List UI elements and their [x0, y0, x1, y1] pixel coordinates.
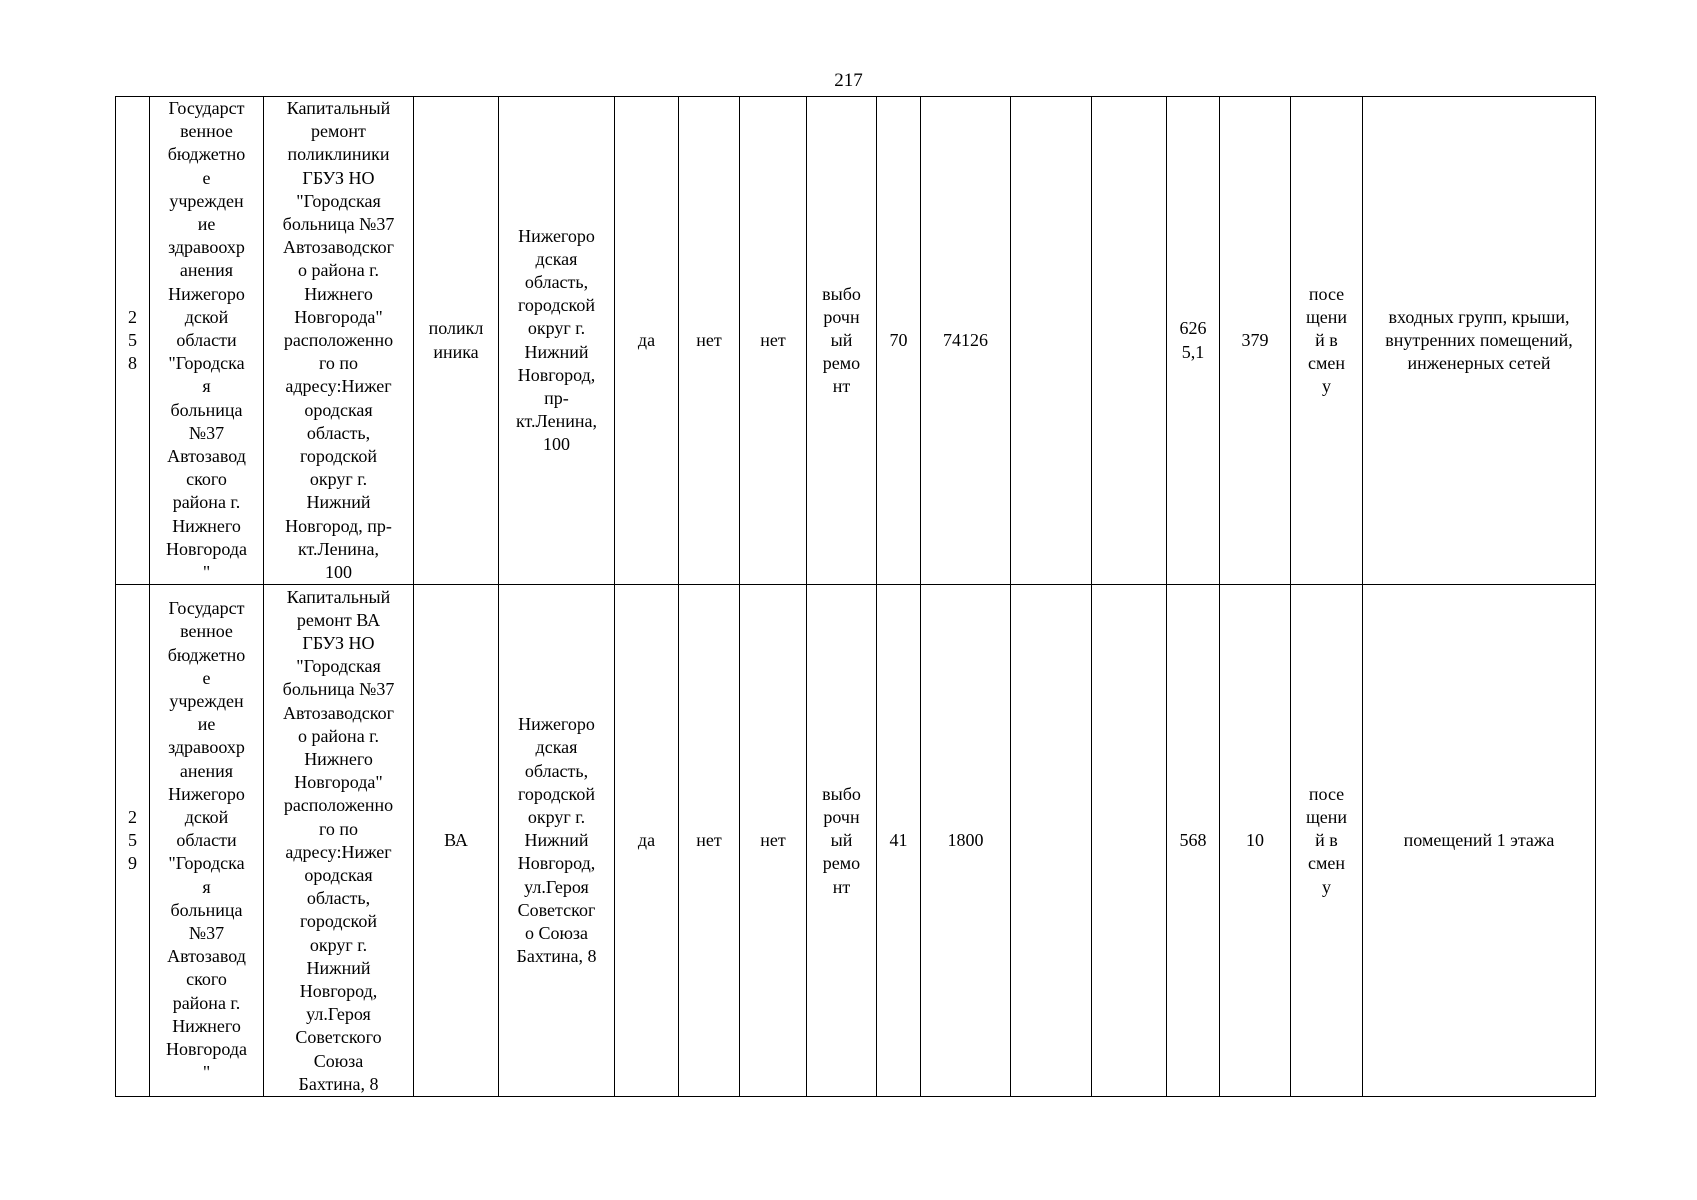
cell-text-line: выбо — [822, 283, 861, 304]
cell-text-line: Автозавод — [167, 446, 246, 467]
cell-row-number — [116, 585, 150, 1097]
cell-text-line: бюджетно — [167, 644, 246, 665]
cell-text-line: Новгорода — [165, 1038, 248, 1059]
cell-text-line: смен — [1307, 853, 1345, 874]
cell-text-line: ГБУЗ НО — [302, 632, 375, 653]
cell-text-line: о района г. — [297, 725, 380, 746]
cell-project-name — [264, 585, 414, 1097]
cell-text-line: у — [1322, 876, 1331, 897]
cell-project-name — [264, 97, 414, 585]
cell-text-line: 568 — [1179, 830, 1207, 851]
cell-text-line: городской — [299, 911, 378, 932]
cell-text-line: Государст — [168, 98, 245, 118]
cell-text-line: венное — [180, 621, 233, 642]
cell-text-line: ул.Героя — [306, 1004, 371, 1025]
cell-text-line: нт — [832, 376, 851, 397]
cell-text-line: 626 — [1179, 318, 1207, 339]
cell-text-line: Советского — [295, 1027, 382, 1048]
cell-text-line: область, — [306, 888, 371, 909]
cell-text-line: больница №37 — [282, 214, 395, 235]
cell-text-line: Автозаводског — [283, 702, 394, 723]
cell-text-line: поликл — [428, 318, 484, 339]
cell-text-line: посе — [1308, 283, 1345, 304]
cell-text-line: Новгород, пр- — [285, 515, 392, 536]
cell-text-line: область, — [524, 272, 589, 293]
cell-text-line: щени — [1305, 306, 1348, 327]
cell-text-line: " — [202, 562, 211, 583]
cell-text-line: Нижегоро — [168, 783, 245, 804]
cell-text-line: больница №37 — [282, 679, 395, 700]
cell-text-line: Новгород, — [517, 364, 596, 385]
cell-text-line: Новгорода" — [294, 306, 383, 327]
cell-text-line: Нижний — [306, 957, 371, 978]
cell-text-line: области — [176, 330, 237, 351]
cell-text-line: ый — [830, 830, 853, 851]
cell-text-line: венное — [180, 121, 233, 142]
cell-col8: нет — [740, 585, 807, 1097]
cell-text-line: бюджетно — [167, 144, 246, 165]
cell-col7: нет — [679, 585, 740, 1097]
cell-text-line: Нижнего — [172, 515, 241, 536]
cell-text-line: округ г. — [527, 318, 586, 339]
cell-text-line: й в — [1315, 830, 1338, 851]
cell-col12 — [1011, 97, 1092, 585]
cell-text-line: го по — [318, 818, 359, 839]
cell-text-line: кт.Ленина, — [298, 538, 379, 559]
cell-text-line: анения — [179, 760, 234, 781]
cell-text-line: здравоохр — [168, 237, 245, 258]
cell-text-line: Нижегоро — [168, 283, 245, 304]
cell-text-line: область, — [524, 760, 589, 781]
cell-text-line: дская — [535, 737, 578, 758]
cell-text-line: Нижнего — [304, 748, 373, 769]
cell-object-type — [414, 97, 499, 585]
cell-col6: да — [615, 585, 679, 1097]
cell-address — [499, 97, 615, 585]
cell-text-line: ул.Героя — [524, 876, 589, 897]
cell-text-line: 8 — [128, 353, 137, 374]
cell-text-line: 100 — [325, 562, 352, 583]
cell-text-line: расположенно — [283, 795, 394, 816]
cell-area — [1167, 97, 1220, 585]
cell-organization — [150, 585, 264, 1097]
cell-text-line: области — [176, 830, 237, 851]
cell-text-line: дская — [535, 248, 578, 269]
cell-text-line: рочн — [823, 806, 860, 827]
cell-text-line: я — [202, 876, 211, 897]
cell-text-line: й в — [1315, 330, 1338, 351]
cell-text-line: я — [202, 376, 211, 397]
cell-text-line: Нижнего — [172, 1015, 241, 1036]
cell-text-line: Бахтина, 8 — [516, 946, 597, 967]
cell-text-line: ВА — [444, 830, 468, 851]
cell-text-line: Новгорода" — [294, 772, 383, 793]
cell-col8: нет — [740, 97, 807, 585]
cell-object-type — [414, 585, 499, 1097]
cell-text-line: Нижний — [306, 492, 371, 513]
cell-text-line: " — [202, 1062, 211, 1083]
cell-area — [1167, 585, 1220, 1097]
cell-work-type — [807, 97, 877, 585]
cell-col7: нет — [679, 97, 740, 585]
cell-col12 — [1011, 585, 1092, 1097]
cell-text-line: Нижнего — [304, 283, 373, 304]
cell-text-line: ородская — [304, 399, 373, 420]
cell-text-line: 9 — [128, 853, 137, 874]
cell-text-line: Государст — [168, 598, 245, 619]
cell-text-line: "Городска — [168, 853, 245, 874]
cell-text-line: №37 — [188, 422, 225, 443]
cell-text-line: щени — [1305, 806, 1348, 827]
cell-col13 — [1092, 97, 1167, 585]
cell-text-line: расположенно — [283, 330, 394, 351]
cell-text-line: района г. — [172, 992, 241, 1013]
cell-repair-scope: помещений 1 этажа — [1363, 585, 1596, 1097]
cell-capacity-unit — [1291, 585, 1363, 1097]
cell-text-line: Нижний — [524, 830, 589, 851]
cell-text-line: городской — [299, 446, 378, 467]
cell-text-line: нт — [832, 876, 851, 897]
cell-text-line: кт.Ленина, — [516, 411, 597, 432]
cell-text-line: Нижегоро — [518, 225, 595, 246]
cell-text-line: Автозавод — [167, 946, 246, 967]
cell-text-line: 2 — [128, 806, 137, 827]
cell-text-line: рочн — [823, 306, 860, 327]
cell-text-line: Нижний — [524, 341, 589, 362]
cell-text-line: дской — [184, 306, 229, 327]
cell-text-line: Советског — [517, 899, 596, 920]
cell-text-line: 100 — [543, 434, 570, 455]
cell-text-line: здравоохр — [168, 737, 245, 758]
cell-text-line: ремо — [822, 353, 861, 374]
cell-text-line: городской — [517, 783, 596, 804]
cell-text-line: №37 — [188, 922, 225, 943]
cell-text-line: 2 — [128, 306, 137, 327]
table-body — [116, 97, 1596, 1097]
cell-text-line: ородская — [304, 864, 373, 885]
cell-text-line: о района г. — [297, 260, 380, 281]
cell-text-line: округ г. — [309, 469, 368, 490]
cell-text-line: поликлиники — [287, 144, 390, 165]
cell-text-line: 5 — [128, 330, 137, 351]
cell-text-line: Нижегоро — [518, 714, 595, 735]
cell-text-line: больница — [170, 399, 243, 420]
cell-capacity-unit — [1291, 97, 1363, 585]
cell-text-line: е — [202, 167, 211, 188]
page-number: 217 — [834, 70, 863, 91]
cell-work-type — [807, 585, 877, 1097]
cell-text-line: дской — [184, 806, 229, 827]
cell-text-line: Капитальный — [286, 98, 391, 118]
cell-text-line: учрежден — [169, 190, 244, 211]
registry-table — [115, 96, 1596, 1097]
cell-text-line: 5,1 — [1181, 341, 1205, 362]
cell-text-line: Новгорода — [165, 538, 248, 559]
cell-text-line: "Городская — [296, 190, 381, 211]
cell-text-line: ГБУЗ НО — [302, 167, 375, 188]
cell-text-line: ремонт ВА — [296, 609, 381, 630]
cell-text-line: смен — [1307, 353, 1345, 374]
cell-text-line: область, — [306, 422, 371, 443]
cell-text-line: пр- — [544, 388, 569, 409]
cell-text-line: ремо — [822, 853, 861, 874]
cell-text-line: 5 — [128, 830, 137, 851]
cell-text-line: о Союза — [524, 922, 589, 943]
cell-text-line: Новгород, — [517, 853, 596, 874]
table-row — [116, 97, 1596, 585]
cell-col10: 70 — [877, 97, 921, 585]
cell-text-line: ского — [186, 469, 227, 490]
cell-capacity: 379 — [1220, 97, 1291, 585]
cell-text-line: адресу:Нижег — [285, 376, 392, 397]
cell-text-line: анения — [179, 260, 234, 281]
cell-text-line: иника — [433, 341, 479, 362]
cell-row-number — [116, 97, 150, 585]
cell-text-line: адресу:Нижег — [285, 841, 392, 862]
cell-text-line: выбо — [822, 783, 861, 804]
cell-text-line: больница — [170, 899, 243, 920]
cell-col11: 1800 — [921, 585, 1011, 1097]
cell-address — [499, 585, 615, 1097]
cell-text-line: го по — [318, 353, 359, 374]
cell-col11: 74126 — [921, 97, 1011, 585]
cell-text-line: учрежден — [169, 690, 244, 711]
cell-text-line: "Городская — [296, 656, 381, 677]
cell-text-line: района г. — [172, 492, 241, 513]
cell-text-line: Бахтина, 8 — [298, 1073, 379, 1094]
table-row — [116, 585, 1596, 1097]
cell-text-line: городской — [517, 295, 596, 316]
cell-text-line: округ г. — [309, 934, 368, 955]
cell-text-line: Союза — [313, 1050, 364, 1071]
cell-text-line: Капитальный — [286, 586, 391, 607]
cell-capacity: 10 — [1220, 585, 1291, 1097]
cell-text-line: ие — [197, 214, 216, 235]
cell-text-line: ый — [830, 330, 853, 351]
cell-text-line: округ г. — [527, 806, 586, 827]
cell-text-line: у — [1322, 376, 1331, 397]
cell-text-line: ие — [197, 714, 216, 735]
cell-col13 — [1092, 585, 1167, 1097]
cell-text-line: ского — [186, 969, 227, 990]
cell-text-line: ремонт — [311, 121, 366, 142]
cell-col10: 41 — [877, 585, 921, 1097]
cell-text-line: "Городска — [168, 353, 245, 374]
cell-text-line: Автозаводског — [283, 237, 394, 258]
cell-col6: да — [615, 97, 679, 585]
cell-text-line: е — [202, 667, 211, 688]
cell-repair-scope: входных групп, крыши, внутренних помещений, инженерных сетей — [1363, 97, 1596, 585]
cell-organization — [150, 97, 264, 585]
cell-text-line: Новгород, — [299, 980, 378, 1001]
cell-text-line: посе — [1308, 783, 1345, 804]
